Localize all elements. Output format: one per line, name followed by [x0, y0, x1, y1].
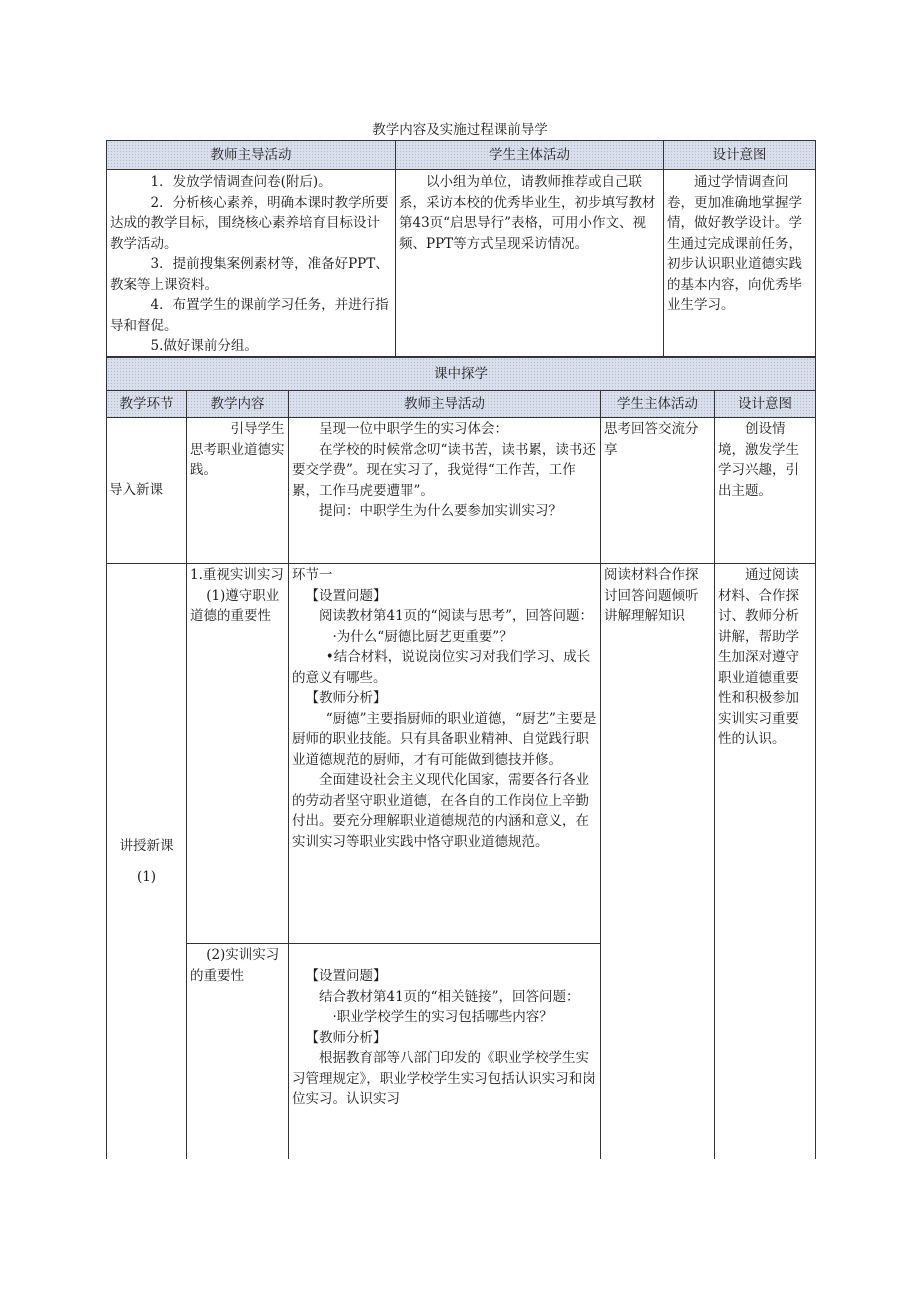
analysis-paragraph-1: “厨德”主要指厨师的职业道德，“厨艺”主要是厨师的职业技能。只有具备职业精神、自觉践行职业道德规范的厨师，才有可能做到德技并修。 [292, 710, 597, 768]
pre-teacher-activities [107, 170, 396, 357]
lecture-stage-label: 讲授新课 [119, 838, 174, 854]
lecture-teacher-2 [289, 944, 601, 1159]
intro-content-text: 引导学生思考职业道德实践。 [190, 421, 285, 478]
section-title: 课中探学 [107, 358, 816, 391]
pre-design-intent [664, 170, 816, 357]
col-header-student: 学生主体活动 [601, 391, 715, 418]
analysis-paragraph-2: 全面建设社会主义现代化国家，需要各行各业的劳动者坚守职业道德，在各自的工作岗位上辛勤付出。要充分理解职业道德规范的内涵和意义，在实训实习等职业实践中恪守职业道德规范。 [292, 772, 589, 850]
question-3: ·职业学校学生的实习包括哪些内容？ [332, 1009, 553, 1025]
in-class-table [106, 357, 816, 1159]
intro-teacher-line: 提问：中职学生为什么要参加实训实习？ [319, 503, 562, 519]
intro-student-text: 思考回答交流分享 [604, 421, 699, 458]
teacher-stage-label: 环节一 [292, 567, 333, 583]
pre-student-text: 以小组为单位，请教师推荐或自己联系，采访本校的优秀毕业生，初步填写教材第43页“启思导行”表格，可用小作文、视频、PPT等方式呈现采访情况。 [399, 174, 656, 252]
intro-stage [107, 418, 187, 564]
reading-task: 阅读教材第41页的“阅读与思考”，回答问题： [319, 608, 593, 624]
page-title: 教学内容及实施过程课前导学 [372, 122, 548, 138]
intro-teacher [289, 418, 601, 564]
lecture-stage-number: (1) [136, 868, 157, 885]
col-header-teacher: 教师主导活动 [289, 391, 601, 418]
pre-student-activity [396, 170, 664, 357]
lecture-stage [107, 564, 187, 1159]
lecture-content-2 [187, 944, 289, 1159]
question-1: ·为什么“厨德比厨艺更重要”？ [332, 628, 513, 645]
teacher-analysis-label-2: 【教师分析】 [305, 1029, 387, 1046]
pre-teacher-item: 2．分析核心素养，明确本课时教学所要达成的教学目标，围绕核心素养培育目标设计教学活动。 [110, 194, 389, 252]
reading-task-2: 结合教材第41页的“相关链接”，回答问题： [319, 988, 580, 1005]
pre-header-student: 学生主体活动 [396, 141, 664, 170]
teacher-analysis-label: 【教师分析】 [305, 690, 387, 706]
col-header-stage: 教学环节 [107, 391, 187, 418]
lecture-content-1 [187, 564, 289, 944]
lecture-intent [715, 564, 816, 1159]
pre-teacher-item: 1．发放学情调查问卷(附后)。 [150, 174, 332, 190]
intro-teacher-line: 呈现一位中职学生的实习体会： [319, 421, 508, 437]
lecture-student-text: 阅读材料合作探讨回答问题倾听讲解理解知识 [604, 567, 699, 624]
intro-intent-text: 创设情境，激发学生学习兴趣，引出主题。 [718, 421, 799, 499]
set-question-label-2: 【设置问题】 [305, 968, 387, 984]
analysis-paragraph-3: 根据教育部等八部门印发的《职业学校学生实习管理规定》，职业学校学生实习包括认识实习和岗位实习。认识实习 [292, 1050, 596, 1107]
lecture-content-1-sub: (1)遵守职业道德的重要性 [190, 587, 280, 624]
intro-content [187, 418, 289, 564]
lecture-student [601, 564, 715, 1159]
col-header-intent: 设计意图 [715, 391, 816, 418]
question-2: •结合材料，说说岗位实习对我们学习、成长的意义有哪些。 [292, 649, 591, 686]
pre-header-teacher: 教师主导活动 [107, 141, 396, 170]
pre-header-intent: 设计意图 [664, 141, 816, 170]
set-question-label: 【设置问题】 [305, 587, 387, 604]
pre-teacher-item: 5.做好课前分组。 [150, 338, 258, 354]
intro-student [601, 418, 715, 564]
lecture-content-1-title: 1.重视实训实习 [190, 567, 284, 583]
pre-teacher-item: 4．布置学生的课前学习任务，并进行指导和督促。 [110, 297, 389, 334]
pre-intent-text: 通过学情调查问卷，更加准确地掌握学情，做好教学设计。学生通过完成课前任务，初步认识职业道德实践的基本内容，向优秀毕业生学习。 [667, 174, 802, 313]
lecture-teacher-1 [289, 564, 601, 944]
col-header-content: 教学内容 [187, 391, 289, 418]
intro-stage-label: 导入新课 [109, 482, 163, 499]
pre-teacher-item: 3．提前搜集案例素材等，准备好PPT、教案等上课资料。 [110, 256, 389, 293]
intro-intent [715, 418, 816, 564]
pre-class-table [106, 140, 816, 357]
lecture-content-2-text: (2)实训实习的重要性 [190, 947, 280, 984]
intro-teacher-line: 在学校的时候常念叨“读书苦，读书累，读书还要交学费”。现在实习了，我觉得“工作苦，工作累，工作马虎要遭罪”。 [292, 441, 596, 499]
lecture-intent-text: 通过阅读材料、合作探讨、教师分析讲解，帮助学生加深对遵守职业道德重要性和积极参加实训实习重要性的认识。 [718, 567, 799, 747]
